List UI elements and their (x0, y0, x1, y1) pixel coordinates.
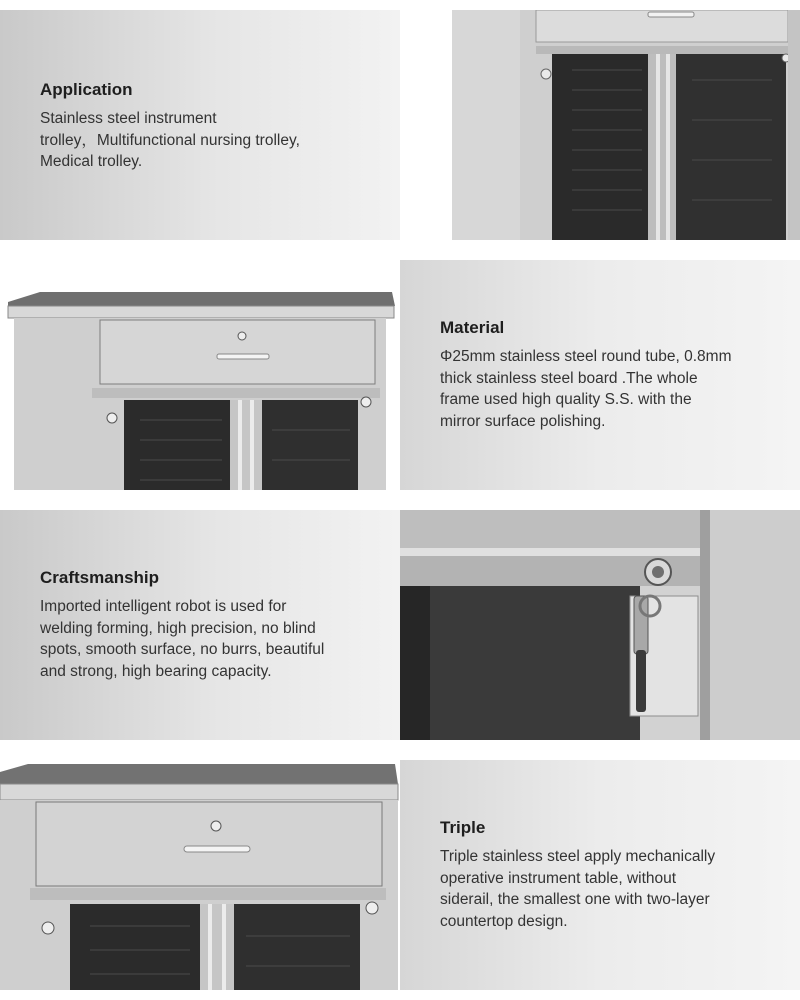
section-material (0, 260, 800, 490)
material-description (440, 346, 732, 432)
craftsmanship-line-2: welding forming, high precision, no blind (40, 619, 316, 637)
section-craftsmanship (0, 510, 800, 740)
application-line-3: Medical trolley. (40, 153, 143, 170)
cabinet-drawer-front-photo (0, 760, 400, 990)
application-text-panel (0, 10, 400, 240)
application-line-1: Stainless steel instrument (40, 110, 217, 127)
material-line-4: mirror surface polishing. (440, 412, 606, 430)
craftsmanship-description (40, 596, 324, 682)
application-title: Application (40, 80, 133, 99)
craftsmanship-line-1: Imported intelligent robot is used for (40, 598, 287, 615)
triple-line-2: operative instrument table, without (440, 869, 677, 887)
application-line-2: trolley，Multifunctional nursing trolley, (40, 131, 300, 149)
craftsmanship-line-4: and strong, high bearing capacity. (40, 662, 272, 680)
application-description (40, 108, 300, 173)
triple-title: Triple (440, 818, 486, 837)
triple-text-panel (400, 760, 800, 990)
cabinet-full-front-photo (0, 260, 400, 490)
material-title: Material (440, 318, 505, 337)
section-application (0, 10, 800, 240)
material-line-2: thick stainless steel board .The whole (440, 369, 698, 387)
section-triple (0, 760, 800, 990)
triple-description (440, 846, 715, 932)
craftsmanship-line-3: spots, smooth surface, no burrs, beautiful (40, 641, 325, 658)
cabinet-lock-with-keys-photo (400, 510, 800, 740)
triple-line-4: countertop design. (440, 912, 568, 930)
material-text-panel (400, 260, 800, 490)
material-line-1: Φ25mm stainless steel round tube, 0.8mm (440, 348, 732, 365)
craftsmanship-text-panel (0, 510, 400, 740)
cabinet-upper-closeup-photo (452, 10, 800, 240)
craftsmanship-title: Craftsmanship (40, 568, 160, 587)
material-line-3: frame used high quality S.S. with the (440, 391, 692, 408)
triple-line-1: Triple stainless steel apply mechanically (440, 848, 716, 865)
triple-line-3: siderail, the smallest one with two-layer (440, 891, 710, 908)
